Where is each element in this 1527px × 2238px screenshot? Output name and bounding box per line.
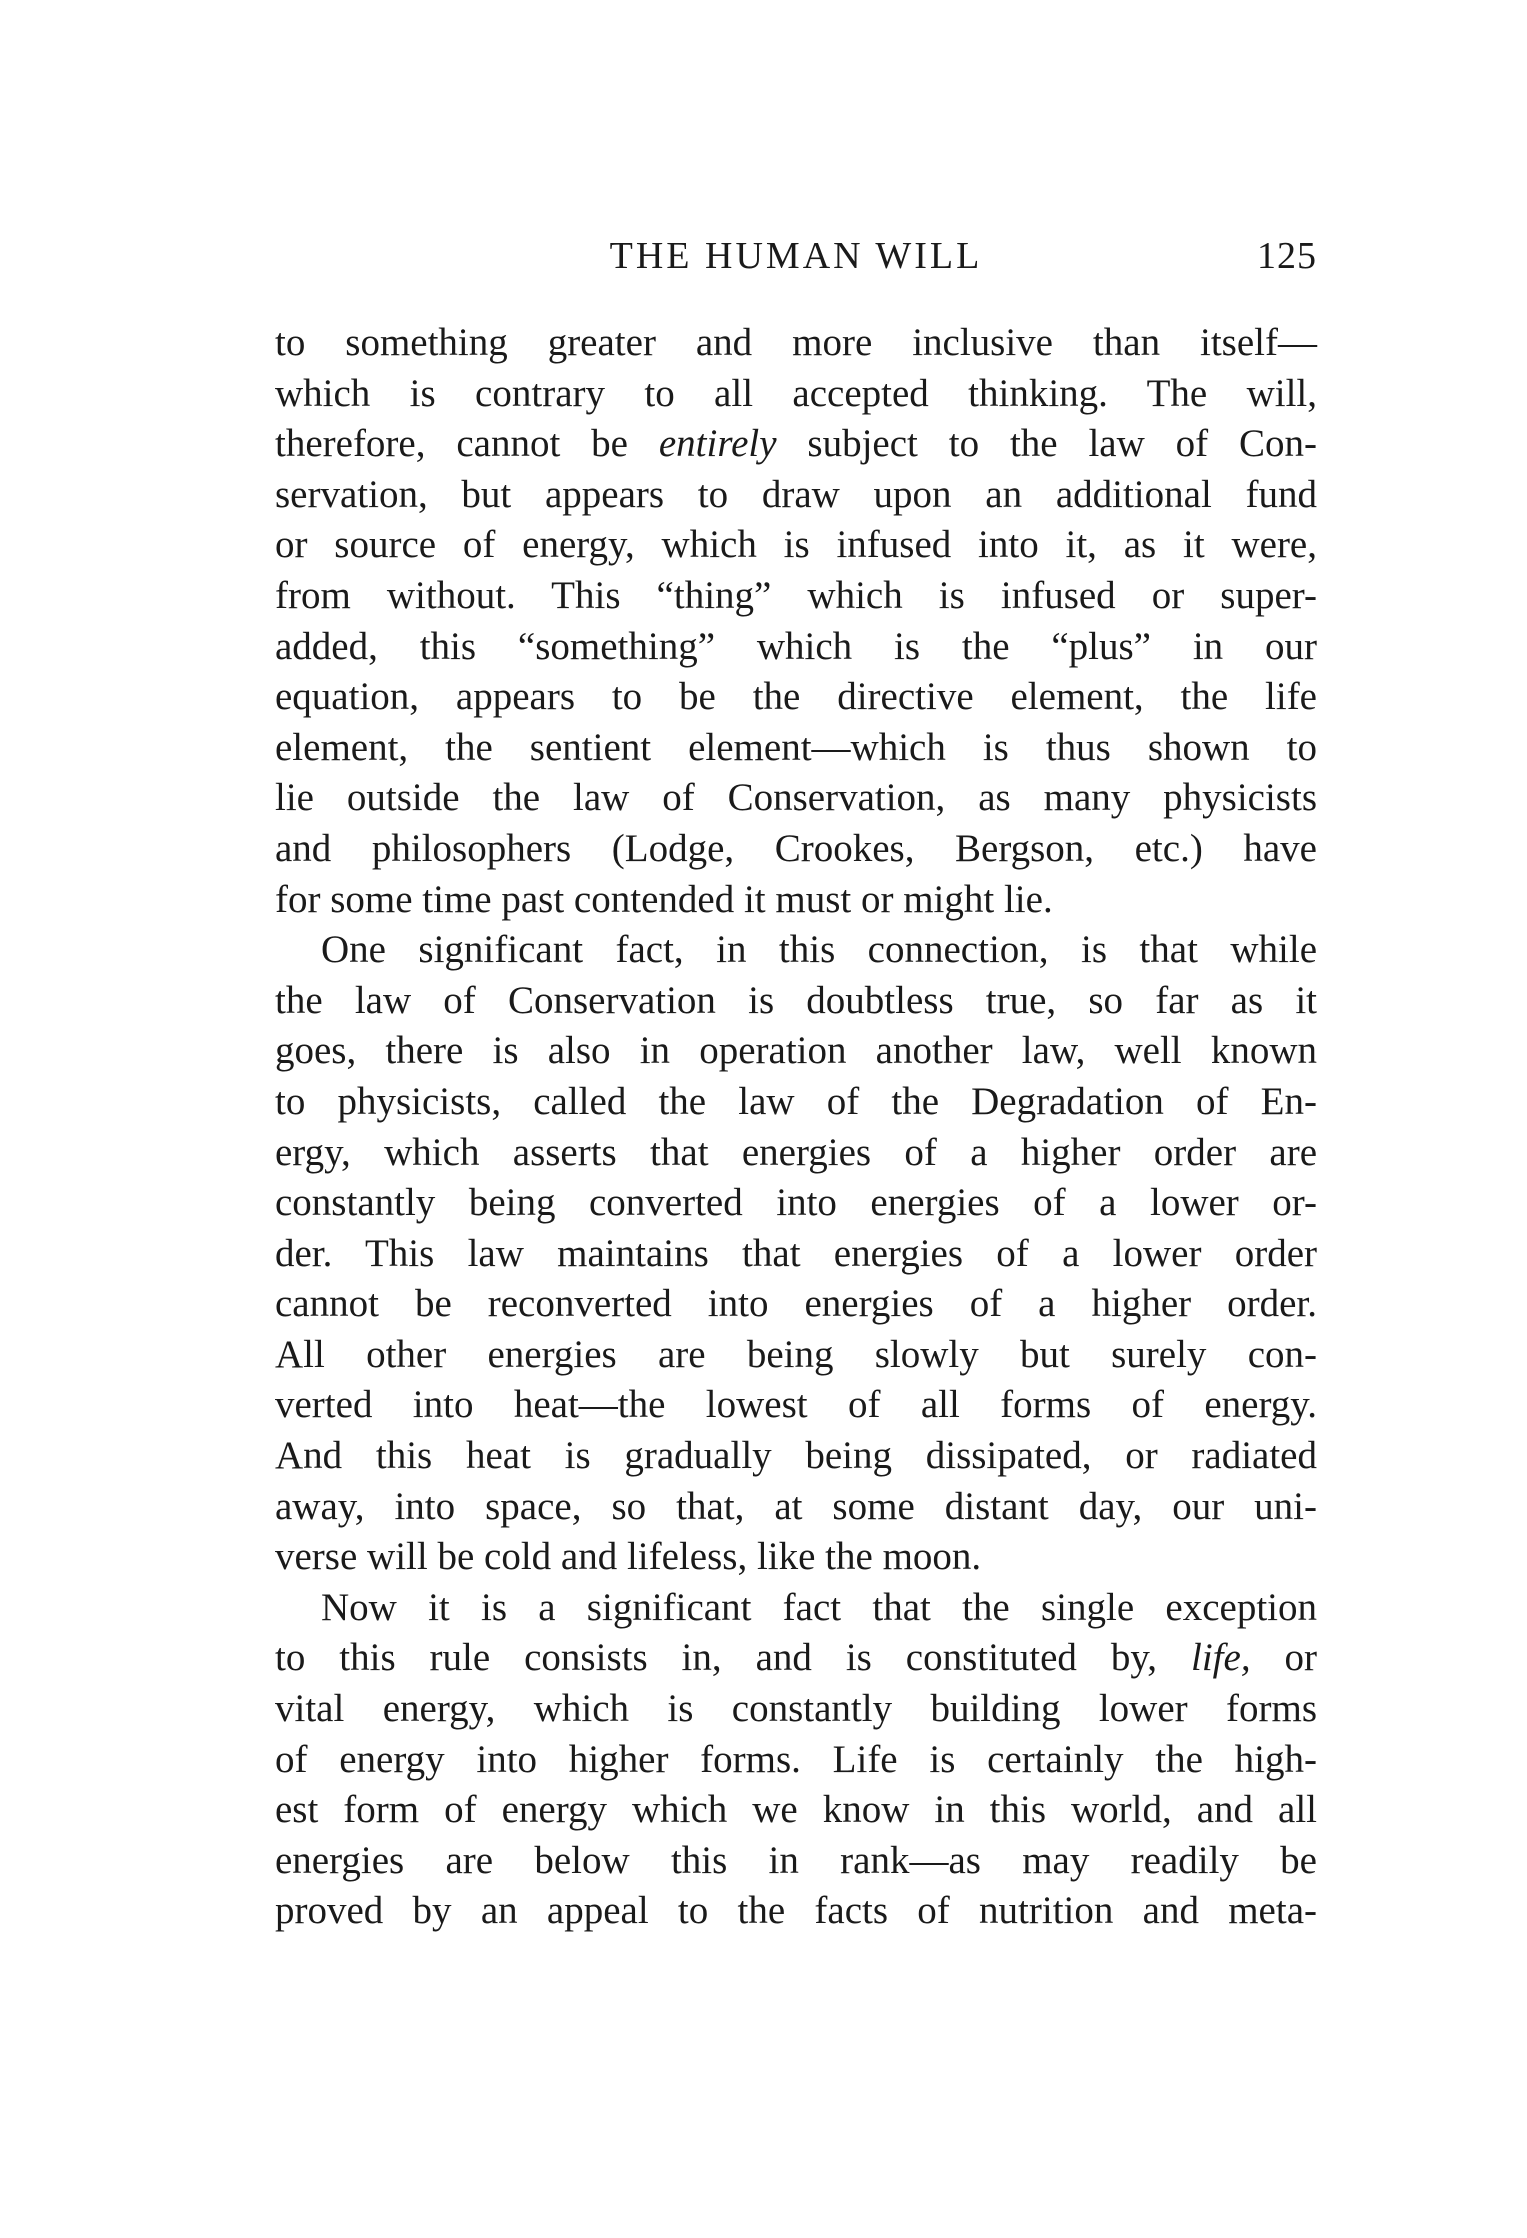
text-line: vital energy, which is constantly building lower forms	[275, 1687, 1317, 1731]
text-line: of energy into higher forms. Life is certainly the high-	[275, 1737, 1317, 1781]
emphasis: life,	[1191, 1636, 1251, 1680]
text-line: to physicists, called the law of the Degradation of En-	[275, 1079, 1317, 1123]
text-segment: to this rule consists in, and is constituted by,	[275, 1636, 1191, 1680]
text-line: constantly being converted into energies of a lower or-	[275, 1181, 1317, 1225]
text-line: from without. This “thing” which is infused or super-	[275, 573, 1317, 617]
text-line: to something greater and more inclusive than itself—	[275, 321, 1317, 364]
text-line: verted into heat—the lowest of all forms of energy.	[275, 1383, 1317, 1427]
text-line: added, this “something” which is the “plus” in our	[275, 624, 1317, 668]
text-line: cannot be reconverted into energies of a higher order.	[275, 1282, 1317, 1326]
text-segment: or	[1250, 1636, 1317, 1680]
text-line: energies are below this in rank—as may readily be	[275, 1838, 1317, 1882]
text-line	[275, 419, 1317, 470]
text-line: the law of Conservation is doubtless true, so far as it	[275, 978, 1317, 1022]
text-line: servation, but appears to draw upon an additional fund	[275, 472, 1317, 516]
text-line: which is contrary to all accepted thinking. The will,	[275, 371, 1317, 415]
text-line: One significant fact, in this connection, is that while	[321, 928, 1317, 972]
running-head	[275, 234, 1317, 294]
running-title: THE HUMAN WILL	[609, 235, 983, 277]
text-line: for some time past contended it must or might lie.	[275, 877, 1053, 921]
text-line: away, into space, so that, at some distant day, our uni-	[275, 1484, 1317, 1528]
text-line: And this heat is gradually being dissipated, or radiated	[275, 1434, 1317, 1478]
text-line: lie outside the law of Conservation, as many physicists	[275, 776, 1317, 820]
text-segment: subject to the law of Con-	[776, 422, 1317, 466]
text-line	[275, 1633, 1317, 1684]
emphasis: entirely	[658, 422, 777, 466]
text-line: or source of energy, which is infused into it, as it were,	[275, 523, 1317, 567]
text-line: der. This law maintains that energies of a lower order	[275, 1231, 1317, 1275]
text-line: equation, appears to be the directive element, the life	[275, 675, 1317, 719]
text-line: ergy, which asserts that energies of a higher order are	[275, 1130, 1317, 1174]
text-line: est form of energy which we know in this world, and all	[275, 1788, 1317, 1832]
text-line: proved by an appeal to the facts of nutrition and meta-	[275, 1889, 1317, 1933]
text-line: element, the sentient element—which is thus shown to	[275, 725, 1317, 769]
text-line: goes, there is also in operation another law, well known	[275, 1029, 1317, 1073]
text-line: Now it is a significant fact that the single exception	[321, 1585, 1317, 1629]
body-text	[275, 318, 1317, 1937]
text-line: verse will be cold and lifeless, like the moon.	[275, 1535, 982, 1579]
page-number: 125	[1257, 235, 1317, 277]
text-line: All other energies are being slowly but surely con-	[275, 1332, 1317, 1376]
text-line: and philosophers (Lodge, Crookes, Bergson, etc.) have	[275, 826, 1317, 870]
text-segment: therefore, cannot be	[275, 422, 659, 466]
